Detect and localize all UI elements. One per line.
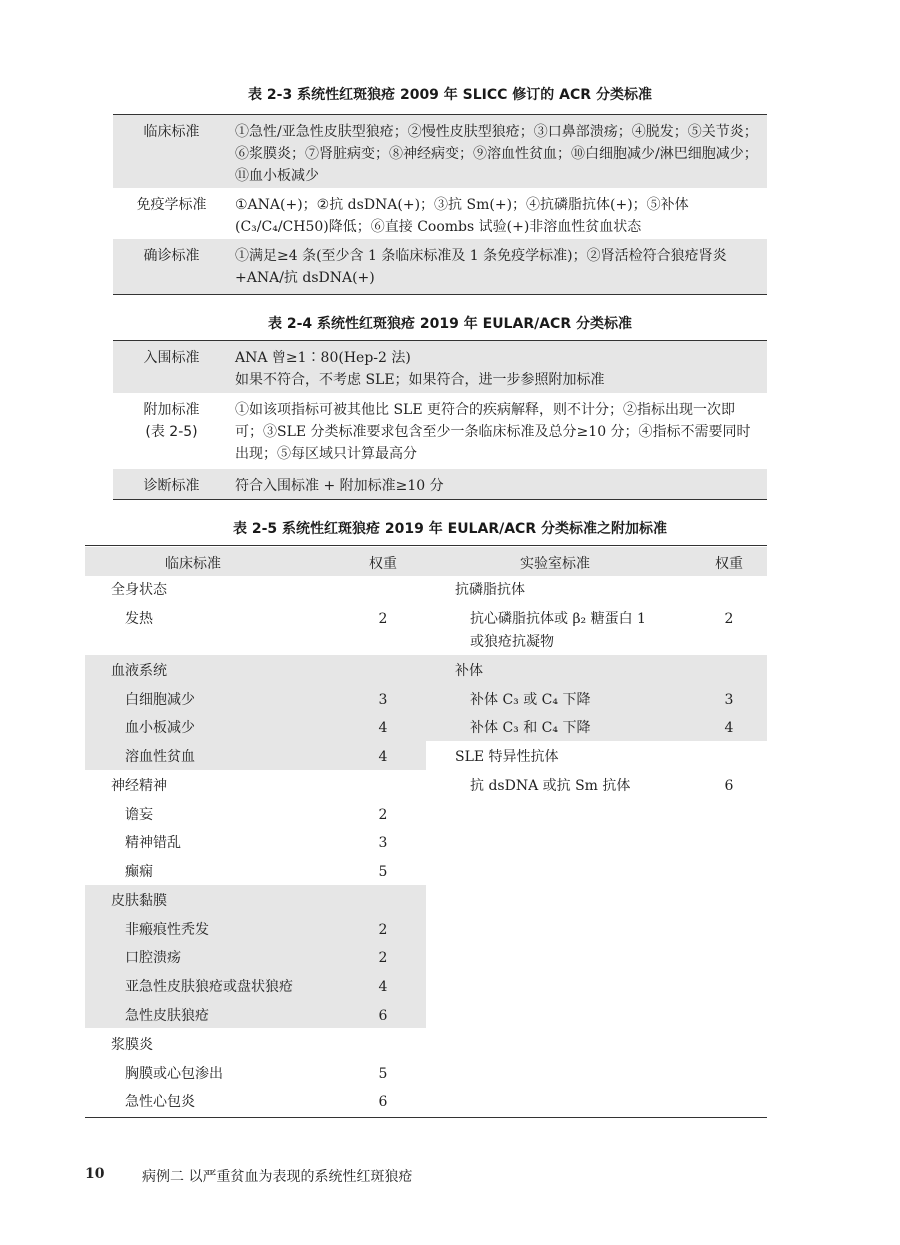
group-title: SLE 特异性抗体 <box>455 749 559 765</box>
row-text-line: ANA 曾≥1∶80(Hep-2 法) <box>235 350 411 366</box>
item: 急性皮肤狼疮 <box>125 1008 209 1024</box>
weight: 2 <box>378 922 388 938</box>
row-text: ①如该项指标可被其他比 SLE 更符合的疾病解释，则不计分；②指标出现一次即可；③SLE 分类标准要求包含至少一条临床标准及总分≥10 分；④指标不需要同时出现；⑤每区域只计算最高分 <box>235 402 751 462</box>
weight: 4 <box>724 720 734 736</box>
item: 癫痫 <box>125 864 153 880</box>
group-title: 浆膜炎 <box>111 1037 153 1053</box>
table-2-3 <box>113 114 767 295</box>
row-text-line: 如果不符合，不考虑 SLE；如果符合，进一步参照附加标准 <box>235 372 605 388</box>
row-label: 入围标准 <box>143 350 200 366</box>
table-2-4-caption: 表 2-4 系统性红斑狼疮 2019 年 EULAR/ACR 分类标准 <box>268 316 632 332</box>
page-number: 10 <box>85 1166 105 1182</box>
table-header <box>85 547 767 576</box>
item: 精神错乱 <box>125 835 181 851</box>
row-label: 临床标准 <box>143 124 200 140</box>
item: 急性心包炎 <box>125 1094 195 1110</box>
group-title: 血液系统 <box>111 663 167 679</box>
table-row <box>113 239 767 294</box>
table-row <box>113 115 767 188</box>
row-label: 诊断标准 <box>143 478 200 494</box>
weight: 5 <box>378 1066 388 1082</box>
item: 补体 C₃ 和 C₄ 下降 <box>470 720 591 736</box>
item: 抗 dsDNA 或抗 Sm 抗体 <box>470 778 631 794</box>
row-label: 免疫学标准 <box>136 197 207 213</box>
weight: 2 <box>378 611 388 627</box>
group-title: 抗磷脂抗体 <box>455 582 525 598</box>
row-text: 符合入围标准 + 附加标准≥10 分 <box>235 478 444 494</box>
group-title: 补体 <box>455 663 483 679</box>
weight: 6 <box>378 1094 388 1110</box>
item: 谵妄 <box>125 807 153 823</box>
weight: 4 <box>378 720 388 736</box>
item: 溶血性贫血 <box>125 749 195 765</box>
weight: 2 <box>724 611 734 627</box>
table-2-4 <box>113 340 767 500</box>
row-text: ①急性/亚急性皮肤型狼疮；②慢性皮肤型狼疮；③口鼻部溃疡；④脱发；⑤关节炎；⑥浆膜炎；⑦肾脏病变；⑧神经病变；⑨溶血性贫血；⑩白细胞减少/淋巴细胞减少；⑪血小板减少 <box>235 124 758 184</box>
header-clinical: 临床标准 <box>165 556 221 572</box>
item: 非瘢痕性秃发 <box>125 922 209 938</box>
table-row <box>113 469 767 499</box>
table-2-3-caption: 表 2-3 系统性红斑狼疮 2009 年 SLICC 修订的 ACR 分类标准 <box>248 87 652 103</box>
item: 胸膜或心包渗出 <box>125 1066 223 1082</box>
row-text: ①ANA(+)；②抗 dsDNA(+)；③抗 Sm(+)；④抗磷脂抗体(+)；⑤补体(C₃/C₄/CH50)降低；⑥直接 Coombs 试验(+)非溶血性贫血状态 <box>235 197 689 235</box>
row-label-ref: (表 2-5) <box>145 424 198 440</box>
item: 血小板减少 <box>125 720 195 736</box>
weight: 3 <box>378 835 388 851</box>
weight: 2 <box>378 807 388 823</box>
item: 亚急性皮肤狼疮或盘状狼疮 <box>125 979 293 995</box>
weight: 4 <box>378 749 388 765</box>
item: 口腔溃疡 <box>125 950 181 966</box>
group-title: 神经精神 <box>111 778 167 794</box>
weight: 3 <box>378 692 388 708</box>
row-label: 确诊标准 <box>143 248 200 264</box>
table-row <box>113 188 767 239</box>
table-row <box>113 341 767 393</box>
header-weight: 权重 <box>715 556 743 572</box>
running-footer-title: 病例二 以严重贫血为表现的系统性红斑狼疮 <box>142 1169 413 1185</box>
weight: 5 <box>378 864 388 880</box>
table-2-5 <box>85 545 767 1118</box>
item: 发热 <box>125 611 153 627</box>
item: 补体 C₃ 或 C₄ 下降 <box>470 692 591 708</box>
item: 抗心磷脂抗体或 β₂ 糖蛋白 1 <box>470 611 646 627</box>
weight: 4 <box>378 979 388 995</box>
table-row <box>113 393 767 469</box>
header-weight: 权重 <box>369 556 397 572</box>
item: 或狼疮抗凝物 <box>470 634 554 650</box>
header-lab: 实验室标准 <box>520 556 590 572</box>
weight: 2 <box>378 950 388 966</box>
group-title: 全身状态 <box>111 582 167 598</box>
weight: 3 <box>724 692 734 708</box>
row-label: 附加标准 <box>143 402 200 418</box>
table-2-5-caption: 表 2-5 系统性红斑狼疮 2019 年 EULAR/ACR 分类标准之附加标准 <box>233 521 667 537</box>
weight: 6 <box>724 778 734 794</box>
weight: 6 <box>378 1008 388 1024</box>
group-title: 皮肤黏膜 <box>111 893 167 909</box>
row-text: ①满足≥4 条(至少含 1 条临床标准及 1 条免疫学标准)；②肾活检符合狼疮肾炎 +ANA/抗 dsDNA(+) <box>235 248 727 286</box>
item: 白细胞减少 <box>125 692 195 708</box>
